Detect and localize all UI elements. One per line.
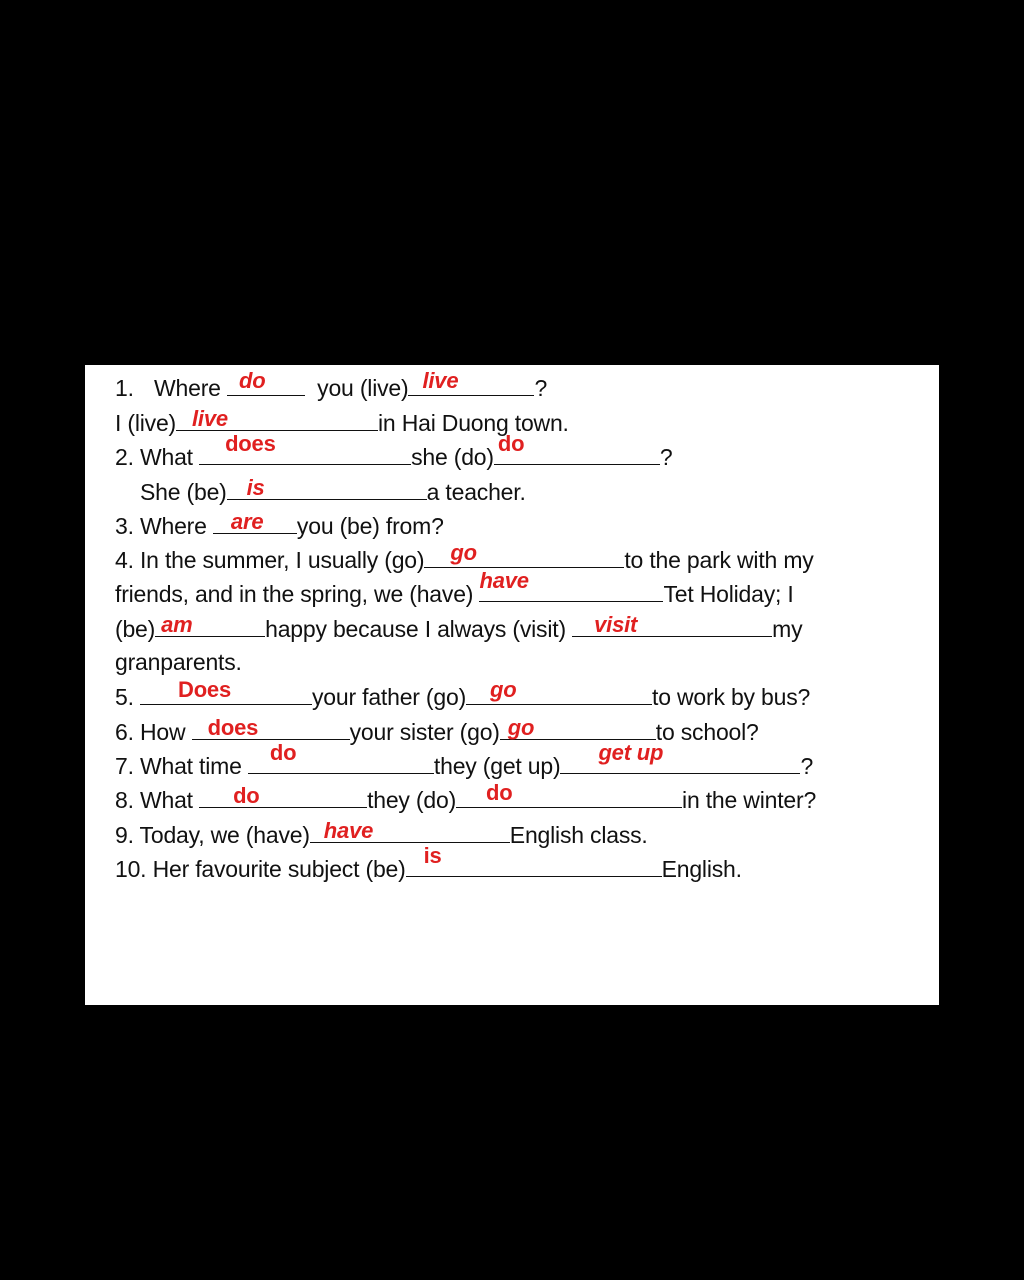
answer-text: does [225, 431, 276, 456]
text: 6. How [115, 719, 186, 745]
text: in the winter? [682, 787, 817, 813]
answer-text: live [422, 368, 459, 393]
answer-blank [560, 740, 800, 774]
answer-text: do [238, 368, 266, 393]
exercise-3-question [115, 511, 444, 540]
answer-text: does [207, 715, 259, 740]
text: 9. Today, we (have) [115, 822, 310, 848]
answer-blank [227, 477, 427, 500]
answer-blank [424, 540, 624, 568]
answer-blank [500, 717, 656, 740]
text: she (do) [411, 444, 494, 470]
answer-blank [227, 368, 305, 396]
answer-text: go [490, 677, 517, 702]
text: 8. What [115, 787, 193, 813]
exercise-4-line-2 [115, 568, 794, 608]
text: English. [661, 856, 742, 882]
text: granparents. [115, 649, 242, 675]
text: my [772, 616, 803, 642]
text: (be) [115, 616, 156, 642]
answer-blank [176, 408, 378, 431]
text: they (get up) [433, 753, 561, 779]
answer-blank [155, 614, 265, 637]
answer-blank [213, 511, 297, 534]
text: English class. [509, 822, 648, 848]
text: ? [534, 375, 548, 401]
answer-blank [408, 368, 534, 396]
answer-blank [572, 614, 772, 637]
answer-blank [199, 431, 411, 465]
text: 10. Her favourite subject (be) [115, 856, 406, 882]
text: to the park with my [624, 547, 814, 573]
worksheet [85, 365, 939, 1005]
text: they (do) [367, 787, 457, 813]
text: 4. In the summer, I usually (go) [115, 547, 425, 573]
text: you (be) from? [296, 513, 444, 539]
text: 2. What [115, 444, 193, 470]
exercise-8-question [115, 780, 817, 814]
text: Tet Holiday; I [663, 581, 794, 607]
answer-blank [479, 568, 663, 602]
text: you (live) [317, 375, 409, 401]
exercise-2-answer-line [140, 477, 526, 506]
answer-text: get up [598, 740, 664, 765]
text: She (be) [140, 479, 227, 505]
answer-text: do [497, 431, 525, 456]
answer-blank [466, 677, 652, 705]
text: happy because I always (visit) [265, 616, 566, 642]
exercise-1-question [115, 368, 548, 402]
exercise-2-question [115, 431, 673, 471]
text: your father (go) [312, 684, 467, 710]
answer-blank [494, 431, 660, 465]
text: ? [800, 753, 814, 779]
answer-blank [310, 820, 510, 843]
exercise-number: 1. [115, 375, 134, 401]
answer-text: do [269, 740, 297, 765]
answer-text: go [450, 540, 477, 565]
answer-blank [248, 740, 434, 774]
answer-text: Does [178, 677, 231, 702]
text: to work by bus? [652, 684, 811, 710]
answer-blank [199, 785, 367, 808]
exercise-5-question [115, 677, 811, 711]
text: a teacher. [426, 479, 526, 505]
answer-blank [456, 780, 682, 808]
answer-text: visit [594, 612, 638, 637]
text: friends, and in the spring, we (have) [115, 581, 474, 607]
exercise-4-line-4 [115, 648, 242, 676]
exercise-4-line-1 [115, 540, 814, 574]
answer-text: am [161, 612, 193, 637]
exercise-7-question [115, 740, 814, 780]
answer-text: are [230, 509, 264, 534]
text: to school? [655, 719, 759, 745]
answer-text: go [507, 715, 535, 740]
text: I (live) [115, 410, 177, 436]
answer-text: have [479, 568, 529, 593]
exercise-number: 5. [115, 684, 134, 710]
answer-text: have [323, 818, 374, 843]
text: 7. What time [115, 753, 242, 779]
text: ? [659, 444, 673, 470]
exercise-10-question [115, 843, 742, 883]
answer-text: is [423, 843, 442, 868]
answer-text: is [246, 475, 265, 500]
answer-blank [406, 843, 662, 877]
answer-blank [192, 717, 350, 740]
text: in Hai Duong town. [378, 410, 569, 436]
exercise-4-line-3 [115, 614, 802, 643]
answer-text: do [486, 780, 513, 805]
text: your sister (go) [349, 719, 500, 745]
text: Where [154, 375, 221, 401]
text: 3. Where [115, 513, 207, 539]
answer-text: live [192, 406, 228, 431]
answer-blank [140, 677, 312, 705]
answer-text: do [233, 783, 260, 808]
